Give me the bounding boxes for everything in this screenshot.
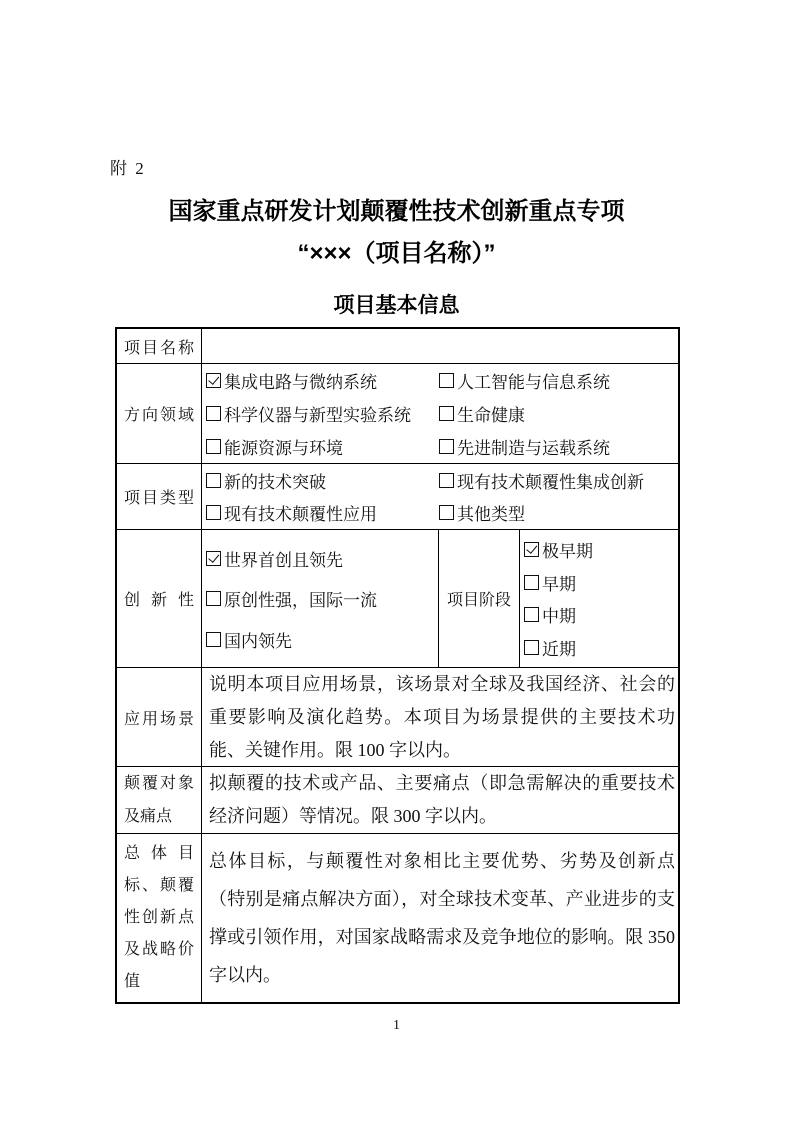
checkbox-icon bbox=[439, 473, 454, 488]
checkbox-world-first-leading[interactable] bbox=[206, 546, 438, 571]
checkbox-label: 能源资源与环境 bbox=[224, 439, 343, 458]
project-stage-label-text: 项目阶段 bbox=[446, 592, 511, 609]
row-direction-field bbox=[117, 364, 678, 464]
checkbox-label: 中期 bbox=[542, 607, 576, 627]
project-name-label bbox=[117, 329, 202, 363]
checkbox-disruptive-integrated-innovation[interactable] bbox=[439, 468, 678, 493]
checkbox-icon bbox=[206, 473, 221, 488]
innovation-label bbox=[117, 530, 202, 667]
checkbox-domestic-leading[interactable] bbox=[206, 627, 438, 652]
checkbox-stage-very-early[interactable] bbox=[524, 537, 678, 562]
disruption-target-label bbox=[117, 767, 202, 833]
project-name-label-text: 项目名称 bbox=[124, 339, 194, 357]
innovation-label-text: 创新性 bbox=[124, 592, 194, 609]
disruption-target-cell[interactable] bbox=[202, 767, 678, 833]
checkbox-icon bbox=[206, 551, 221, 566]
checkbox-icon bbox=[206, 373, 221, 388]
checkbox-new-tech-breakthrough[interactable] bbox=[206, 468, 439, 493]
direction-field-label bbox=[117, 364, 202, 463]
checkbox-label: 原创性强，国际一流 bbox=[224, 591, 377, 610]
checkbox-label: 国内领先 bbox=[224, 631, 292, 651]
checkbox-disruptive-application[interactable] bbox=[206, 500, 439, 525]
project-type-label bbox=[117, 464, 202, 529]
direction-field-label-text: 方向领域 bbox=[124, 407, 194, 424]
checkbox-label: 其他类型 bbox=[457, 505, 525, 525]
project-info-table bbox=[115, 327, 680, 1004]
application-scenario-label bbox=[117, 668, 202, 766]
disruption-target-label-text: 颠覆对象及痛点 bbox=[124, 775, 194, 825]
checkbox-label: 早期 bbox=[542, 574, 576, 594]
checkbox-label: 现有技术颠覆性应用 bbox=[224, 505, 377, 525]
checkbox-label: 新的技术突破 bbox=[224, 472, 326, 492]
row-project-name bbox=[117, 329, 678, 364]
innovation-options bbox=[202, 530, 439, 667]
table-title: 项目基本信息 bbox=[333, 294, 460, 317]
overall-goal-label bbox=[117, 834, 202, 1002]
checkbox-label: 极早期 bbox=[542, 542, 593, 562]
checkbox-icon bbox=[206, 439, 221, 454]
checkbox-icon bbox=[439, 439, 454, 454]
application-scenario-cell[interactable] bbox=[202, 668, 678, 766]
row-application-scenario bbox=[117, 668, 678, 767]
checkbox-icon bbox=[524, 607, 539, 622]
checkbox-label: 近期 bbox=[542, 639, 576, 659]
checkbox-stage-near-term[interactable] bbox=[524, 635, 678, 660]
project-type-options bbox=[202, 464, 678, 529]
page-number: 1 bbox=[393, 1018, 400, 1033]
row-disruption-target bbox=[117, 767, 678, 834]
checkbox-integrated-circuits[interactable] bbox=[206, 368, 439, 393]
checkbox-icon bbox=[206, 591, 221, 606]
checkbox-icon bbox=[524, 640, 539, 655]
project-stage-options bbox=[520, 530, 678, 667]
project-type-label-text: 项目类型 bbox=[124, 490, 194, 507]
checkbox-scientific-instruments[interactable] bbox=[206, 401, 439, 426]
disruption-target-description: 拟颠覆的技术或产品、主要痛点（即急需解决的重要技术经济问题）等情况。限 300 字以内。 bbox=[209, 773, 675, 826]
checkbox-label: 人工智能与信息系统 bbox=[457, 373, 610, 392]
row-project-type bbox=[117, 464, 678, 530]
checkbox-icon bbox=[439, 406, 454, 421]
direction-field-options bbox=[202, 364, 678, 463]
checkbox-label: 集成电路与微纳系统 bbox=[224, 373, 377, 392]
row-innovation bbox=[117, 530, 678, 668]
attachment-label: 附 2 bbox=[110, 159, 146, 178]
checkbox-label: 世界首创且领先 bbox=[224, 550, 343, 570]
checkbox-label: 科学仪器与新型实验系统 bbox=[224, 406, 411, 425]
project-name-value-field[interactable] bbox=[202, 329, 678, 363]
checkbox-icon bbox=[206, 632, 221, 647]
checkbox-icon bbox=[439, 373, 454, 388]
application-scenario-description: 说明本项目应用场景，该场景对全球及我国经济、社会的重要影响及演化趋势。本项目为场景提供的主要技术功能、关键作用。限 100 字以内。 bbox=[209, 673, 675, 760]
checkbox-label: 现有技术颠覆性集成创新 bbox=[457, 472, 644, 492]
checkbox-icon bbox=[206, 505, 221, 520]
checkbox-icon bbox=[206, 406, 221, 421]
checkbox-energy-environment[interactable] bbox=[206, 434, 439, 459]
checkbox-stage-middle[interactable] bbox=[524, 602, 678, 627]
checkbox-highly-original-world-class[interactable] bbox=[206, 586, 438, 611]
checkbox-advanced-manufacturing[interactable] bbox=[439, 434, 678, 459]
overall-goal-label-text: 总体目标、颠覆性创新点及战略价值 bbox=[124, 845, 194, 990]
checkbox-ai-information[interactable] bbox=[439, 368, 678, 393]
checkbox-life-health[interactable] bbox=[439, 401, 678, 426]
checkbox-icon bbox=[524, 542, 539, 557]
checkbox-other-type[interactable] bbox=[439, 500, 678, 525]
overall-goal-description: 总体目标，与颠覆性对象相比主要优势、劣势及创新点（特别是痛点解决方面），对全球技术变革、产业进步的支撑或引领作用，对国家战略需求及竞争地位的影响。限 350 字以内。 bbox=[209, 851, 675, 985]
doc-title-line1: 国家重点研发计划颠覆性技术创新重点专项 bbox=[168, 198, 625, 225]
checkbox-label: 先进制造与运载系统 bbox=[457, 439, 610, 458]
checkbox-label: 生命健康 bbox=[457, 406, 525, 425]
checkbox-icon bbox=[439, 505, 454, 520]
application-scenario-label-text: 应用场景 bbox=[124, 710, 194, 728]
checkbox-icon bbox=[524, 575, 539, 590]
checkbox-stage-early[interactable] bbox=[524, 570, 678, 595]
overall-goal-cell[interactable] bbox=[202, 834, 678, 1002]
doc-title-line2: “×××（项目名称）” bbox=[297, 240, 496, 267]
project-stage-label bbox=[439, 530, 520, 667]
row-overall-goal bbox=[117, 834, 678, 1002]
